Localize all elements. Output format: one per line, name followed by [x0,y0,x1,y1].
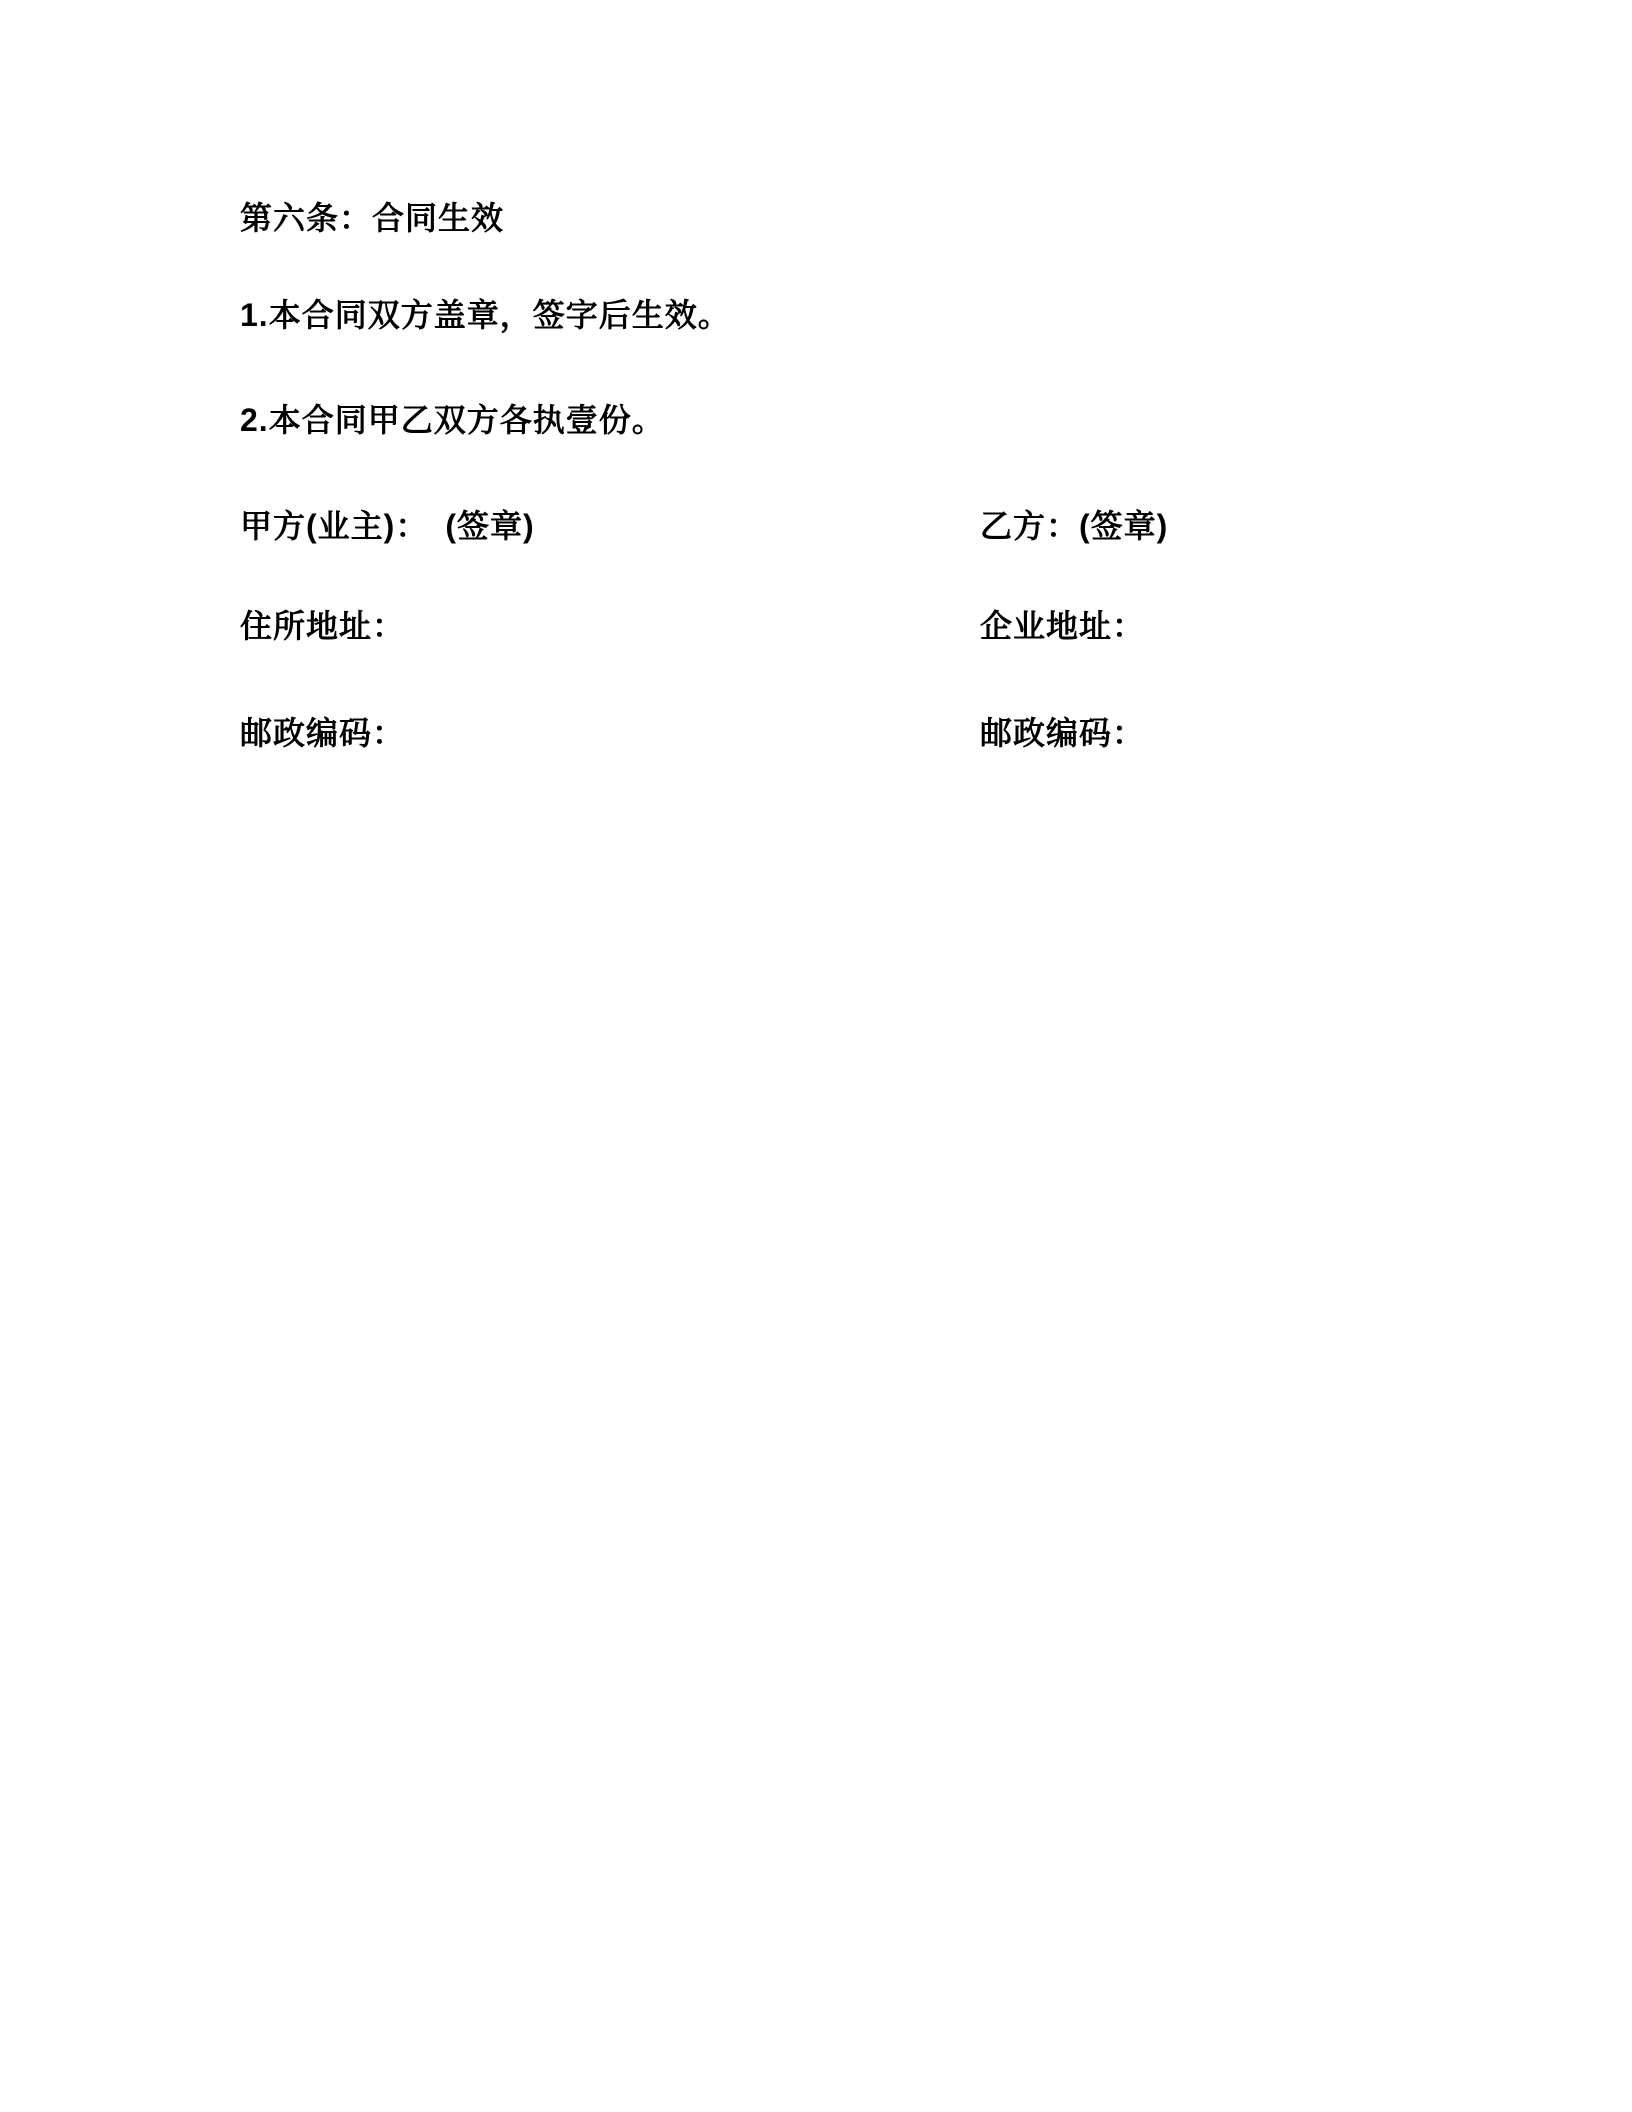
party-b-postcode-label: 邮政编码： [980,715,1146,751]
clause-item-2: 2.本合同甲乙双方各执壹份。 [240,402,665,438]
party-a-signature-label: 甲方(业主)： (签章) [240,508,535,544]
party-a-address-label: 住所地址： [240,608,406,644]
clause-item-1: 1.本合同双方盖章，签字后生效。 [240,297,731,333]
party-b-signature-label: 乙方：(签章) [980,508,1169,544]
article-heading: 第六条：合同生效 [240,200,505,236]
party-b-address-label: 企业地址： [980,608,1146,644]
party-a-postcode-label: 邮政编码： [240,715,406,751]
